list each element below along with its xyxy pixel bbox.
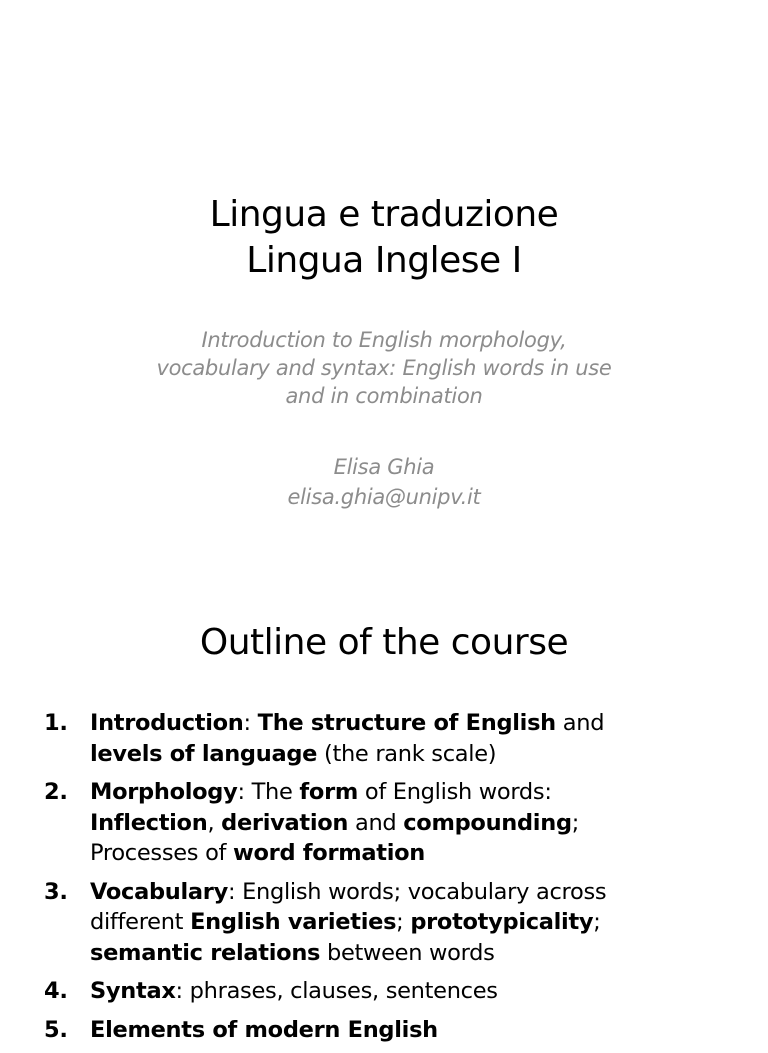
slide-title	[0, 192, 768, 284]
bold-term: form	[299, 779, 359, 805]
bold-term: Elements of	[90, 1016, 245, 1043]
item-number: 4.	[44, 978, 68, 1004]
text: and	[348, 809, 404, 836]
bold-term: The structure of English	[257, 710, 556, 736]
author-email: elisa.ghia@unipv.it	[287, 485, 481, 509]
bold-term: levels of language	[90, 740, 318, 767]
item-line	[90, 877, 744, 908]
subtitle-line-2: vocabulary and syntax: English words in use	[156, 356, 612, 380]
bold-term: semantic relations	[90, 939, 321, 966]
text: : phrases, clauses, sentences	[175, 978, 498, 1004]
slide-subtitle	[0, 326, 768, 512]
outline-list	[44, 708, 744, 1053]
bold-term: derivation	[221, 809, 349, 836]
outline-item-morphology	[44, 777, 744, 869]
text: ;	[571, 809, 580, 836]
item-line	[90, 739, 744, 770]
bold-term: prototypicality	[410, 909, 594, 935]
outline-title: Outline of the course	[199, 622, 569, 663]
text: Processes of	[90, 840, 234, 866]
text: (the rank scale)	[317, 740, 497, 767]
bold-term: Introduction	[90, 710, 244, 736]
text: and	[555, 710, 605, 736]
text: of English words:	[358, 779, 552, 805]
subtitle-line-1: Introduction to English morphology,	[201, 328, 567, 352]
outline-slide	[0, 580, 768, 1043]
title-line-1: Lingua e traduzione	[209, 194, 559, 235]
bold-term: English varieties	[190, 909, 397, 935]
subtitle-line-3: and in combination	[285, 384, 483, 408]
text: : English words; vocabulary across	[227, 878, 607, 905]
item-line	[90, 808, 744, 839]
item-line	[90, 907, 744, 938]
item-line	[90, 708, 744, 739]
bold-term: Vocabulary	[90, 878, 228, 905]
item-number: 3.	[44, 878, 68, 905]
text: ;	[396, 909, 411, 935]
outline-item-introduction	[44, 708, 744, 769]
item-line	[90, 1015, 744, 1046]
subtitle-gap	[0, 410, 768, 452]
bold-term: Syntax	[90, 978, 176, 1004]
bold-term: compounding	[403, 809, 572, 836]
text: different	[90, 909, 191, 935]
author-name: Elisa Ghia	[333, 455, 435, 479]
bold-term: Inflection	[90, 809, 208, 836]
outline-item-modern-english	[44, 1015, 744, 1046]
text: ;	[593, 909, 601, 935]
text: ,	[207, 809, 222, 836]
item-number: 5.	[44, 1016, 68, 1043]
item-line	[90, 838, 744, 869]
bold-term: word formation	[233, 840, 426, 866]
outline-item-vocabulary	[44, 877, 744, 969]
text: between words	[320, 939, 495, 966]
text: : The	[237, 779, 300, 805]
item-line	[90, 976, 744, 1007]
item-number: 1.	[44, 710, 68, 736]
item-line	[90, 777, 744, 808]
text: :	[243, 710, 258, 736]
item-line	[90, 938, 744, 969]
outline-item-syntax	[44, 976, 744, 1007]
bold-term: modern English	[244, 1016, 438, 1043]
item-number: 2.	[44, 779, 68, 805]
bold-term: Morphology	[90, 779, 238, 805]
title-line-2: Lingua Inglese I	[246, 240, 522, 281]
